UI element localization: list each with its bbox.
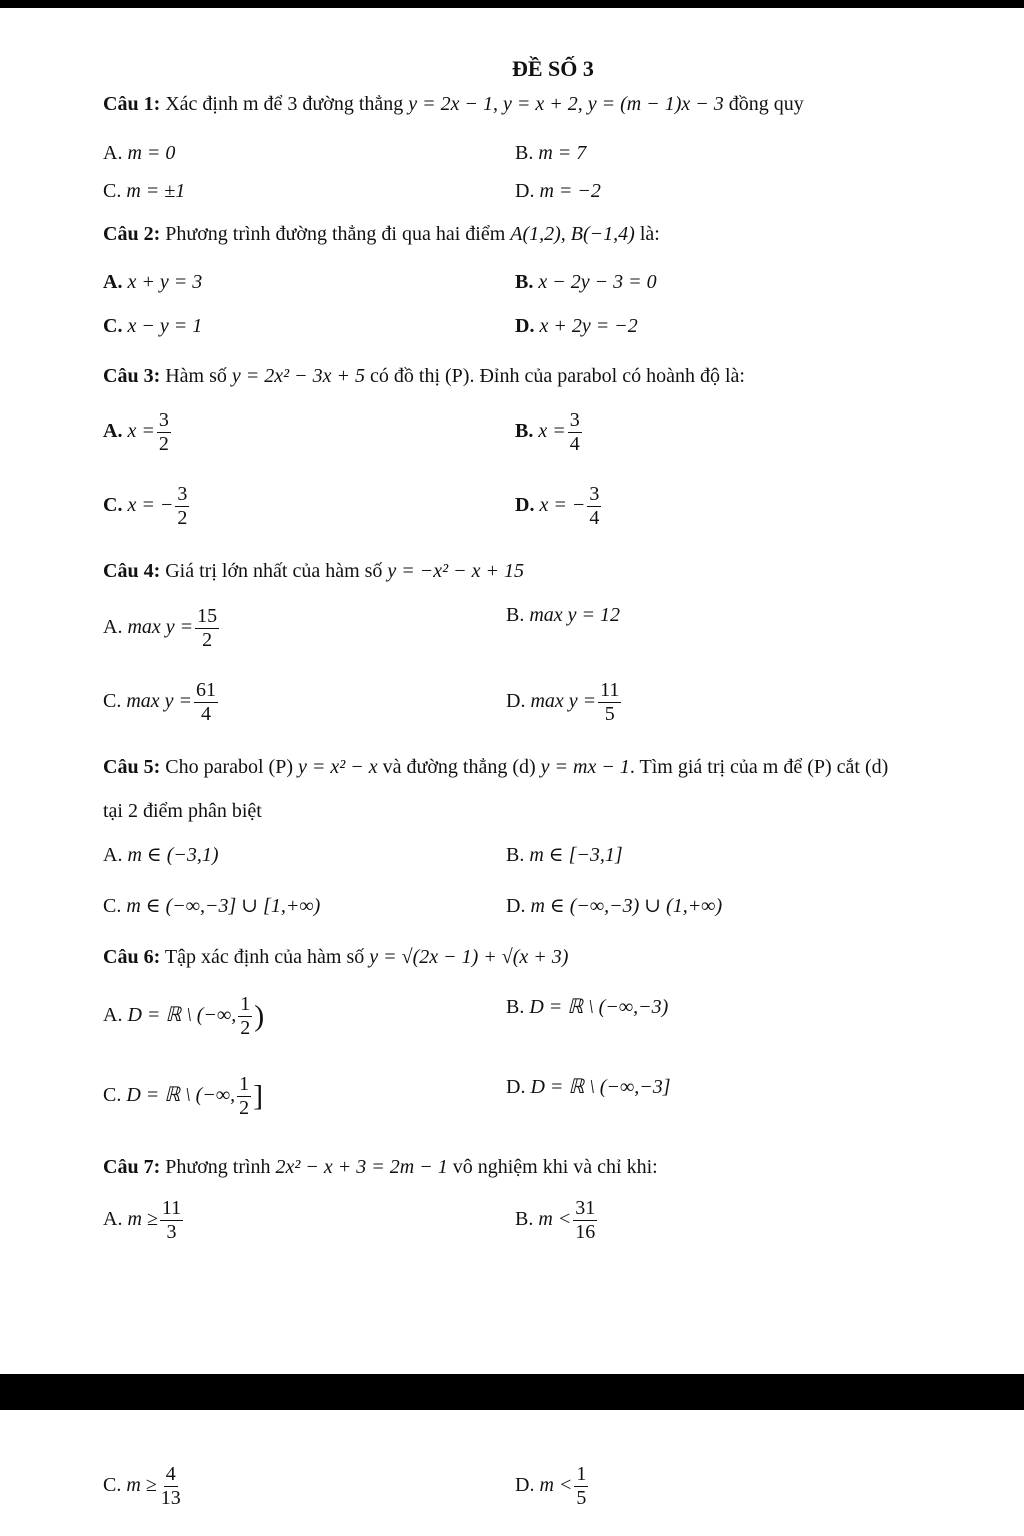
option-prefix: max y = — [127, 616, 194, 639]
option-label: A. — [103, 1004, 123, 1027]
black-divider-bar — [0, 1374, 1024, 1410]
option-label: C. — [103, 180, 122, 202]
option-prefix: x = − — [539, 494, 586, 517]
fraction-numerator: 31 — [575, 1197, 596, 1219]
question-math: y = x² − x — [298, 756, 378, 778]
option-text: x − 2y − 3 = 0 — [538, 271, 657, 293]
option-text: m ∈ (−∞,−3) ∪ (1,+∞) — [530, 895, 723, 917]
fraction — [587, 484, 601, 529]
fraction-numerator: 3 — [177, 483, 188, 505]
option-4c[interactable] — [103, 680, 220, 725]
option-label: A. — [103, 616, 123, 639]
option-text: m ∈ (−∞,−3] ∪ [1,+∞) — [126, 895, 321, 917]
option-5b[interactable] — [506, 842, 623, 867]
fraction-denominator: 2 — [158, 433, 169, 455]
fraction — [574, 1464, 588, 1509]
bracket-close: ] — [253, 1079, 264, 1113]
option-prefix: D = ℝ \ (−∞, — [126, 1084, 236, 1107]
question-text: Xác định m để 3 đường thẳng — [165, 93, 404, 115]
option-3a[interactable] — [103, 410, 173, 455]
question-math: y = 2x − 1, y = x + 2, y = (m − 1)x − 3 — [408, 93, 724, 115]
option-label: B. — [515, 1208, 534, 1231]
option-text: m ∈ (−3,1) — [127, 844, 219, 866]
fraction — [157, 410, 171, 455]
fraction-numerator: 1 — [576, 1463, 587, 1485]
option-label: A. — [103, 1208, 123, 1231]
option-label: B. — [515, 142, 534, 164]
top-border — [0, 0, 1024, 8]
fraction — [195, 606, 219, 651]
option-text: D = ℝ \ (−∞,−3] — [530, 1076, 671, 1098]
option-label: A. — [103, 420, 123, 443]
fraction-denominator: 2 — [240, 1017, 251, 1039]
question-math: A(1,2), B(−1,4) — [510, 223, 635, 245]
option-label: D. — [506, 1076, 526, 1098]
fraction-denominator: 5 — [576, 1487, 587, 1509]
fraction-numerator: 11 — [161, 1197, 182, 1219]
question-label: Câu 1: — [103, 93, 161, 115]
option-prefix: max y = — [126, 690, 193, 713]
option-prefix: x = — [538, 420, 566, 443]
fraction — [598, 680, 621, 725]
option-label: D. — [515, 494, 535, 517]
option-prefix: x = — [127, 420, 155, 443]
question-text: Cho parabol (P) — [165, 756, 293, 778]
option-label: A. — [103, 844, 123, 866]
option-text: m = 7 — [538, 142, 587, 164]
fraction-numerator: 11 — [600, 679, 620, 701]
question-3 — [103, 365, 745, 388]
fraction-denominator: 2 — [177, 507, 188, 529]
fraction-numerator: 4 — [165, 1463, 176, 1485]
option-label: C. — [103, 315, 123, 337]
question-suffix: là: — [639, 223, 660, 245]
question-mid: và đường thẳng (d) — [382, 756, 536, 778]
option-1b[interactable] — [515, 142, 586, 165]
question-text: Hàm số — [165, 365, 227, 387]
option-3b[interactable] — [515, 410, 584, 455]
option-label: C. — [103, 1474, 122, 1497]
option-2b[interactable] — [515, 271, 657, 294]
fraction-denominator: 2 — [239, 1097, 250, 1119]
question-text: Tập xác định của hàm số — [164, 946, 365, 968]
option-label: D. — [506, 895, 526, 917]
fraction-numerator: 61 — [196, 679, 217, 701]
option-prefix: x = − — [127, 494, 174, 517]
option-label: C. — [103, 895, 122, 917]
option-label: A. — [103, 142, 123, 164]
option-7d[interactable] — [515, 1464, 590, 1509]
option-text: x + y = 3 — [127, 271, 203, 293]
option-prefix: m ≥ — [126, 1474, 157, 1497]
option-6b[interactable] — [506, 994, 668, 1019]
option-prefix: m < — [538, 1208, 572, 1231]
question-4 — [103, 560, 524, 583]
fraction — [160, 1198, 183, 1243]
question-label: Câu 6: — [103, 946, 161, 968]
question-label: Câu 3: — [103, 365, 161, 387]
question-6 — [103, 946, 568, 969]
option-3c[interactable] — [103, 484, 191, 529]
option-4d[interactable] — [506, 680, 623, 725]
option-prefix: D = ℝ \ (−∞, — [127, 1004, 237, 1027]
option-label: D. — [506, 690, 526, 713]
question-5-line-2: tại 2 điểm phân biệt — [103, 800, 262, 822]
question-suffix: có đồ thị (P). Đỉnh của parabol có hoành độ là: — [370, 365, 745, 387]
option-label: C. — [103, 494, 123, 517]
option-1a[interactable] — [103, 142, 175, 165]
fraction-numerator: 3 — [589, 483, 600, 505]
question-7 — [103, 1156, 658, 1179]
option-text: max y = 12 — [529, 604, 621, 626]
fraction-denominator: 4 — [589, 507, 600, 529]
fraction-denominator: 3 — [166, 1221, 177, 1243]
option-label: B. — [506, 996, 525, 1018]
fraction-denominator: 4 — [201, 703, 212, 725]
option-4a[interactable] — [103, 606, 221, 651]
option-1c[interactable] — [103, 180, 185, 203]
option-label: D. — [515, 1474, 535, 1497]
option-4b[interactable] — [506, 604, 620, 627]
option-prefix: m ≥ — [127, 1208, 158, 1231]
question-suffix: . Tìm giá trị của m để (P) cắt (d) — [629, 756, 889, 778]
option-label: D. — [515, 180, 535, 202]
fraction-denominator: 13 — [160, 1487, 181, 1509]
question-5 — [103, 756, 888, 779]
fraction-denominator: 4 — [569, 433, 580, 455]
fraction-numerator: 1 — [240, 993, 251, 1015]
option-text: m = −2 — [539, 180, 601, 202]
option-5d[interactable] — [506, 893, 722, 918]
option-6c[interactable] — [103, 1074, 263, 1119]
question-label: Câu 7: — [103, 1156, 161, 1178]
question-math: 2x² − x + 3 = 2m − 1 — [275, 1156, 448, 1178]
page-title: ĐỀ SỐ 3 — [512, 56, 594, 81]
fraction-denominator: 5 — [604, 703, 615, 725]
option-text: m ∈ [−3,1] — [529, 844, 623, 866]
option-label: C. — [103, 690, 122, 713]
option-prefix: max y = — [530, 690, 597, 713]
option-2a[interactable] — [103, 271, 202, 294]
option-5c[interactable] — [103, 893, 320, 918]
question-math-2: y = mx − 1 — [540, 756, 630, 778]
fraction — [568, 410, 582, 455]
option-label: B. — [506, 604, 525, 626]
option-label: D. — [515, 315, 535, 337]
option-label: B. — [515, 271, 534, 293]
option-text: m = 0 — [127, 142, 176, 164]
fraction — [237, 1074, 251, 1119]
fraction — [238, 994, 252, 1039]
option-label: A. — [103, 271, 123, 293]
fraction — [573, 1198, 597, 1243]
option-6d[interactable] — [506, 1074, 670, 1099]
fraction-numerator: 1 — [239, 1073, 250, 1095]
question-text: Giá trị lớn nhất của hàm số — [165, 560, 383, 582]
option-text: m = ±1 — [126, 180, 186, 202]
option-7c[interactable] — [103, 1464, 185, 1509]
option-label: C. — [103, 1084, 122, 1107]
fraction — [194, 680, 218, 725]
question-math: y = 2x² − 3x + 5 — [231, 365, 366, 387]
question-math: y = −x² − x + 15 — [387, 560, 525, 582]
option-prefix: m < — [539, 1474, 573, 1497]
fraction-denominator: 2 — [202, 629, 213, 651]
fraction-numerator: 3 — [158, 409, 169, 431]
option-6a[interactable] — [103, 994, 264, 1039]
fraction-numerator: 3 — [569, 409, 580, 431]
question-label: Câu 5: — [103, 756, 161, 778]
question-label: Câu 2: — [103, 223, 161, 245]
bracket-close: ) — [254, 999, 265, 1033]
option-7b[interactable] — [515, 1198, 599, 1243]
option-1d[interactable] — [515, 180, 601, 203]
question-text: Phương trình đường thẳng đi qua hai điểm — [165, 223, 506, 245]
question-text: Phương trình — [165, 1156, 271, 1178]
fraction — [175, 484, 189, 529]
option-text: D = ℝ \ (−∞,−3) — [529, 996, 669, 1018]
question-suffix: đồng quy — [728, 93, 804, 115]
question-2 — [103, 223, 660, 246]
question-math: y = √(2x − 1) + √(x + 3) — [369, 946, 569, 968]
fraction — [159, 1464, 183, 1509]
option-text: x + 2y = −2 — [539, 315, 638, 337]
question-suffix: vô nghiệm khi và chỉ khi: — [452, 1156, 658, 1178]
option-7a[interactable] — [103, 1198, 185, 1243]
question-1 — [103, 93, 804, 116]
question-label: Câu 4: — [103, 560, 161, 582]
option-3d[interactable] — [515, 484, 603, 529]
option-2c[interactable] — [103, 315, 202, 338]
option-label: B. — [515, 420, 534, 443]
option-5a[interactable] — [103, 842, 219, 867]
option-label: B. — [506, 844, 525, 866]
fraction-numerator: 15 — [197, 605, 218, 627]
option-text: x − y = 1 — [127, 315, 203, 337]
fraction-denominator: 16 — [575, 1221, 596, 1243]
option-2d[interactable] — [515, 315, 638, 338]
